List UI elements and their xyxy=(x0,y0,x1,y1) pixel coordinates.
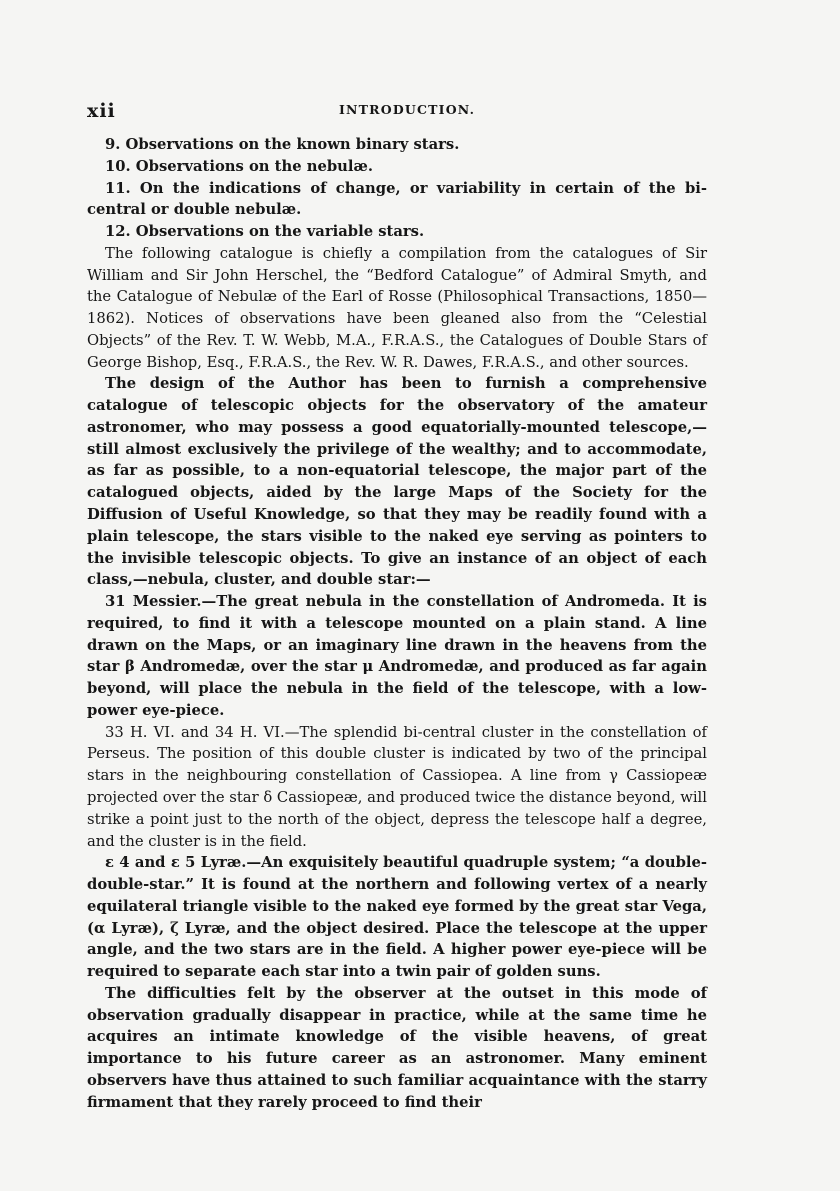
list-item-11: 11. On the indications of change, or variability in certain of the bi-central or double nebulæ. xyxy=(87,179,707,219)
paragraph-perseus: 33 H. VI. and 34 H. VI.—The splendid bi-central cluster in the constellation of Perseus. The position of this double cluster is indicated by two of the principal stars in the neighbouring constellation of Cassiopea. A line from γ Cassiopeæ projected over the star δ Cassiopeæ, and produced twice the distance beyond, will strike a point just to the north of the object, depress the telescope half a degree, and the cluster is in the field. xyxy=(87,723,707,850)
running-title: INTRODUCTION. xyxy=(339,102,476,117)
paragraph-lyrae: ε 4 and ε 5 Lyræ.—An exquisitely beautiful quadruple system; “a double-double-star.” It is found at the northern and following vertex of a nearly equilateral triangle visible to the naked eye formed by the great star Vega, (α Lyræ), ζ Lyræ, and the object desired. Place the telescope at the upper angle, and the two stars are in the field. A higher power eye-piece will be required to separate each star into a twin pair of golden suns. xyxy=(87,854,707,981)
paragraph-catalogue-sources: The following catalogue is chiefly a compilation from the catalogues of Sir William and Sir John Herschel, the “Bedford Catalogue” of Admiral Smyth, and the Catalogue of Nebulæ of the Earl of Rosse (Philosophical Transactions, 1850—1862). Notices of observations have been gleaned also from the “Celestial Objects” of the Rev. T. W. Webb, M.A., F.R.A.S., the Catalogues of Double Stars of George Bishop, Esq., F.R.A.S., the Rev. W. R. Dawes, F.R.A.S., and other sources. xyxy=(87,244,707,371)
page-number: xii xyxy=(87,100,116,122)
paragraph-difficulties: The difficulties felt by the observer at the outset in this mode of observation gradually disappear in practice, while at the same time he acquires an intimate knowledge of the visible heavens, of great importance to his future career as an astronomer. Many eminent observers have thus attained to such familiar acquaintance with the starry firmament that they rarely proceed to find their xyxy=(87,984,707,1111)
paragraph-andromeda: 31 Messier.—The great nebula in the constellation of Andromeda. It is required, to find it with a telescope mounted on a plain stand. A line drawn on the Maps, or an imaginary line drawn in the heavens from the star β Andromedæ, over the star μ Andromedæ, and produced as far again beyond, will place the nebula in the field of the telescope, with a low-power eye-piece. xyxy=(87,593,707,719)
list-item-9: 9. Observations on the known binary stars. xyxy=(105,136,460,153)
list-item-10: 10. Observations on the nebulæ. xyxy=(105,157,373,175)
paragraph-design: The design of the Author has been to furnish a comprehensive catalogue of telescopic objects for the observatory of the amateur astronomer, who may possess a good equatorially-mounted telescope,—still almost exclusively the privilege of the wealthy; and to accommodate, as far as possible, to a non-equatorial telescope, the major part of the catalogued objects, aided by the large Maps of the Society for the Diffusion of Useful Knowledge, so that they may be readily found with a plain telescope, the stars visible to the naked eye serving as pointers to the invisible telescopic objects. To give an instance of an object of each class,—nebula, cluster, and double star:— xyxy=(87,375,707,589)
page-body xyxy=(87,134,707,1113)
list-item-12: 12. Observations on the variable stars. xyxy=(105,223,425,241)
page-header xyxy=(87,100,707,120)
